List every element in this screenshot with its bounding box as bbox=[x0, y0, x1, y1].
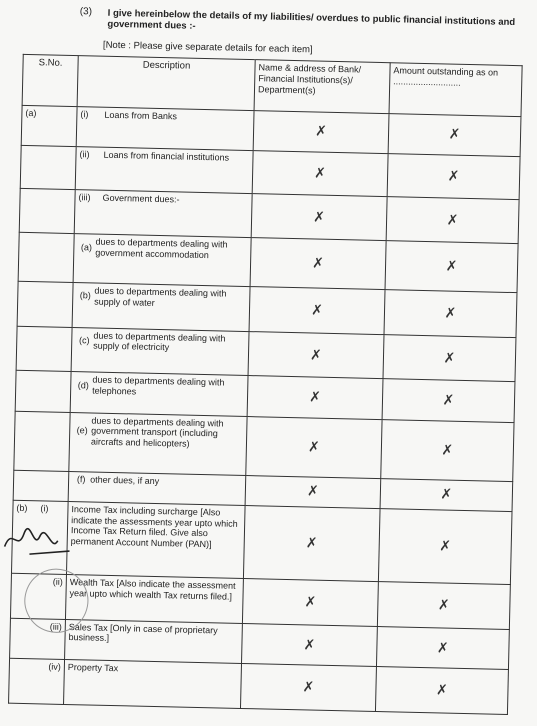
sno-cell: (iii) bbox=[10, 618, 66, 660]
item-number: (d) bbox=[77, 379, 89, 391]
name-address-mark: ✗ bbox=[252, 151, 388, 197]
item-text: dues to departments dealing with government accommodation bbox=[95, 237, 228, 261]
description-cell bbox=[76, 106, 254, 151]
sno-cell: (a) bbox=[21, 105, 77, 147]
amount-mark: ✗ bbox=[382, 379, 515, 423]
amount-mark: ✗ bbox=[388, 113, 521, 157]
name-address-mark: ✗ bbox=[243, 506, 380, 582]
sno-cell bbox=[15, 371, 71, 413]
item-text: dues to departments dealing with telephones bbox=[92, 374, 225, 397]
sno-cell: (iv) bbox=[9, 659, 65, 705]
col-header-sno: S.No. bbox=[22, 54, 78, 106]
description-cell: Property Tax bbox=[64, 660, 242, 709]
sno-cell: (ii) bbox=[10, 573, 66, 619]
name-address-mark: ✗ bbox=[245, 475, 381, 508]
sno-cell bbox=[18, 233, 74, 283]
description-cell bbox=[74, 189, 252, 238]
section-number: (3) bbox=[79, 6, 93, 18]
name-address-mark: ✗ bbox=[240, 664, 376, 712]
amount-mark: ✗ bbox=[377, 582, 510, 630]
name-address-mark: ✗ bbox=[253, 110, 389, 154]
description-cell: Sales Tax [Only in case of proprietary business.] bbox=[65, 619, 243, 664]
item-text: dues to departments dealing with supply of water bbox=[94, 285, 227, 308]
name-address-mark: ✗ bbox=[251, 193, 387, 241]
amount-mark: ✗ bbox=[385, 241, 518, 293]
name-address-mark: ✗ bbox=[241, 623, 377, 667]
sno-cell bbox=[19, 188, 75, 234]
sno-cell bbox=[20, 146, 76, 190]
description-cell: Income Tax including surcharge [Also indicate the assessments year upto which Income Tax Return filed. Give also permanent Account Number (PAN)] bbox=[66, 502, 245, 579]
amount-mark: ✗ bbox=[378, 509, 512, 585]
name-address-mark: ✗ bbox=[242, 579, 378, 627]
item-text: dues to departments dealing with supply of electricity bbox=[93, 330, 226, 353]
item-roman: (i) bbox=[40, 503, 49, 514]
section-note: [Note : Please give separate details for each item] bbox=[102, 39, 313, 56]
description-cell bbox=[68, 471, 246, 505]
name-address-mark: ✗ bbox=[246, 416, 382, 478]
name-address-mark: ✗ bbox=[248, 331, 384, 379]
sno-cell bbox=[17, 281, 73, 327]
amount-mark: ✗ bbox=[386, 196, 519, 244]
sno-cell bbox=[16, 326, 72, 372]
description-cell bbox=[73, 234, 251, 287]
amount-mark: ✗ bbox=[376, 626, 509, 670]
item-number: (e) bbox=[76, 425, 88, 436]
sno-cell bbox=[14, 411, 70, 471]
item-text: Loans from Banks bbox=[104, 109, 178, 122]
item-number: (b) bbox=[79, 290, 91, 301]
item-number: (c) bbox=[78, 335, 90, 346]
amount-mark: ✗ bbox=[387, 154, 520, 200]
col-header-amount: Amount outstanding as on ........................... bbox=[389, 63, 522, 117]
item-letter: (b) bbox=[16, 502, 28, 514]
item-number: (iii) bbox=[78, 191, 91, 203]
item-text: other dues, if any bbox=[90, 474, 160, 486]
item-text: dues to departments dealing with government transport (including aircrafts and helicopters) bbox=[90, 415, 224, 449]
section-heading: I give hereinbelow the details of my liabilities/ overdues to public financial institutions and government dues :- bbox=[107, 7, 516, 32]
sno-cell bbox=[13, 470, 69, 502]
amount-mark: ✗ bbox=[381, 420, 514, 482]
description-cell bbox=[75, 147, 253, 194]
item-number: (i) bbox=[80, 108, 89, 120]
description-cell bbox=[72, 283, 250, 332]
col-header-description: Description bbox=[77, 56, 255, 111]
description-cell bbox=[69, 412, 247, 475]
amount-mark: ✗ bbox=[375, 667, 508, 715]
col-header-name-address: Name & address of Bank/ Financial Institutions(s)/ Department(s) bbox=[254, 60, 390, 114]
handwritten-signature bbox=[0, 521, 90, 563]
name-address-mark: ✗ bbox=[249, 287, 385, 335]
description-cell bbox=[70, 372, 248, 417]
amount-mark: ✗ bbox=[380, 478, 513, 511]
item-number: (ii) bbox=[79, 149, 90, 160]
item-text: Loans from financial institutions bbox=[103, 149, 230, 163]
description-cell bbox=[71, 327, 249, 376]
item-text: Government dues:- bbox=[102, 192, 180, 205]
description-cell: Wealth Tax [Also indicate the assessment year upto which wealth Tax returns filed.] bbox=[65, 575, 243, 624]
amount-mark: ✗ bbox=[383, 334, 516, 382]
item-number: (f) bbox=[76, 473, 86, 485]
name-address-mark: ✗ bbox=[250, 238, 386, 290]
name-address-mark: ✗ bbox=[247, 376, 383, 420]
amount-mark: ✗ bbox=[384, 290, 517, 338]
liabilities-table bbox=[8, 54, 523, 715]
item-number: (a) bbox=[80, 241, 93, 253]
